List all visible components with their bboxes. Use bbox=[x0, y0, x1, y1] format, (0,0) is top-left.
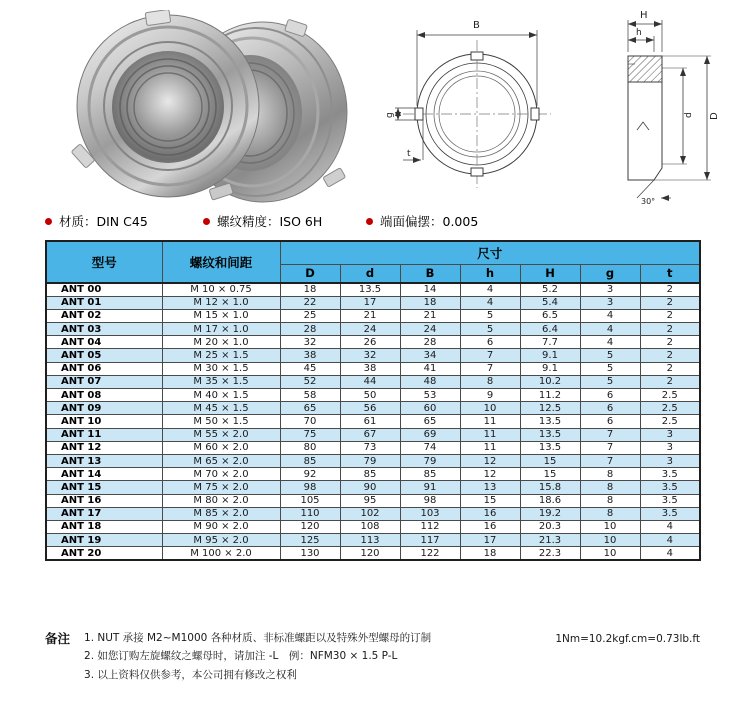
dim-cell: 130 bbox=[280, 547, 340, 560]
dim-cell: 25 bbox=[280, 309, 340, 322]
dim-cell: 85 bbox=[340, 468, 400, 481]
dim-cell: 34 bbox=[400, 349, 460, 362]
dim-cell: 44 bbox=[340, 375, 400, 388]
model-cell: ANT 07 bbox=[46, 375, 162, 388]
dim-cell: 8 bbox=[580, 494, 640, 507]
dim-cell: 16 bbox=[460, 507, 520, 520]
model-cell: ANT 11 bbox=[46, 428, 162, 441]
model-cell: ANT 01 bbox=[46, 296, 162, 309]
dim-cell: 7 bbox=[580, 454, 640, 467]
unit-conversion: 1Nm=10.2kgf.cm=0.73lb.ft bbox=[555, 633, 700, 645]
dim-cell: 105 bbox=[280, 494, 340, 507]
spec-thread-precision bbox=[203, 212, 366, 230]
model-cell: ANT 06 bbox=[46, 362, 162, 375]
thread-cell: M 95 × 2.0 bbox=[162, 534, 280, 547]
dim-cell: 18 bbox=[400, 296, 460, 309]
dim-cell: 2 bbox=[640, 362, 700, 375]
dim-label-d: d bbox=[684, 112, 694, 118]
dim-cell: 14 bbox=[400, 283, 460, 296]
model-cell: ANT 05 bbox=[46, 349, 162, 362]
dim-cell: 117 bbox=[400, 534, 460, 547]
table-row bbox=[46, 415, 700, 428]
spec-material-text: 材质：DIN C45 bbox=[59, 214, 148, 229]
table-row bbox=[46, 323, 700, 336]
dim-cell: 7 bbox=[460, 362, 520, 375]
dim-cell: 2 bbox=[640, 283, 700, 296]
dim-cell: 3.5 bbox=[640, 468, 700, 481]
dim-cell: 4 bbox=[640, 520, 700, 533]
dim-cell: 3 bbox=[580, 296, 640, 309]
thread-cell: M 85 × 2.0 bbox=[162, 507, 280, 520]
dim-cell: 15.8 bbox=[520, 481, 580, 494]
dim-cell: 5 bbox=[460, 323, 520, 336]
spec-table-body bbox=[46, 283, 700, 560]
dim-cell: 85 bbox=[280, 454, 340, 467]
notes-section bbox=[45, 629, 565, 684]
model-cell: ANT 15 bbox=[46, 481, 162, 494]
dim-cell: 102 bbox=[340, 507, 400, 520]
dim-cell: 10 bbox=[580, 520, 640, 533]
header-dim-t: t bbox=[640, 264, 700, 283]
dim-cell: 4 bbox=[580, 323, 640, 336]
dim-cell: 98 bbox=[400, 494, 460, 507]
table-row bbox=[46, 468, 700, 481]
dim-cell: 8 bbox=[460, 375, 520, 388]
table-row bbox=[46, 547, 700, 560]
dim-cell: 6.5 bbox=[520, 309, 580, 322]
dim-cell: 79 bbox=[340, 454, 400, 467]
model-cell: ANT 19 bbox=[46, 534, 162, 547]
model-cell: ANT 10 bbox=[46, 415, 162, 428]
thread-cell: M 100 × 2.0 bbox=[162, 547, 280, 560]
dim-cell: 21.3 bbox=[520, 534, 580, 547]
table-row bbox=[46, 349, 700, 362]
dim-label-t: t bbox=[407, 149, 411, 159]
dim-cell: 4 bbox=[460, 296, 520, 309]
dim-cell: 19.2 bbox=[520, 507, 580, 520]
dim-cell: 6 bbox=[460, 336, 520, 349]
dim-cell: 4 bbox=[580, 309, 640, 322]
note-item: 2. 如您订购左旋螺纹之螺母时，请加注 -L 例：NFM30 × 1.5 P-L bbox=[84, 650, 398, 663]
model-cell: ANT 08 bbox=[46, 389, 162, 402]
dimension-table-wrap bbox=[45, 240, 701, 561]
notes-items bbox=[84, 629, 431, 684]
table-row bbox=[46, 375, 700, 388]
dim-cell: 22.3 bbox=[520, 547, 580, 560]
dim-cell: 9 bbox=[460, 389, 520, 402]
dim-cell: 13.5 bbox=[520, 415, 580, 428]
dim-cell: 10 bbox=[460, 402, 520, 415]
dim-cell: 91 bbox=[400, 481, 460, 494]
dim-cell: 95 bbox=[340, 494, 400, 507]
dim-cell: 73 bbox=[340, 441, 400, 454]
dim-cell: 79 bbox=[400, 454, 460, 467]
lock-nuts-photo-image bbox=[50, 10, 370, 208]
table-row bbox=[46, 481, 700, 494]
note-item: 3. 以上资料仅供参考，本公司拥有修改之权利 bbox=[84, 668, 297, 681]
dim-cell: 13 bbox=[460, 481, 520, 494]
dim-cell: 53 bbox=[400, 389, 460, 402]
dim-cell: 15 bbox=[460, 494, 520, 507]
dim-label-h: h bbox=[636, 28, 642, 38]
dim-cell: 11.2 bbox=[520, 389, 580, 402]
dim-cell: 3.5 bbox=[640, 481, 700, 494]
dim-cell: 6.4 bbox=[520, 323, 580, 336]
section-view bbox=[628, 20, 711, 198]
dim-cell: 125 bbox=[280, 534, 340, 547]
thread-cell: M 75 × 2.0 bbox=[162, 481, 280, 494]
dim-cell: 21 bbox=[340, 309, 400, 322]
model-cell: ANT 14 bbox=[46, 468, 162, 481]
model-cell: ANT 12 bbox=[46, 441, 162, 454]
dim-cell: 12 bbox=[460, 468, 520, 481]
thread-cell: M 20 × 1.0 bbox=[162, 336, 280, 349]
spec-material bbox=[45, 212, 203, 230]
dim-cell: 5.2 bbox=[520, 283, 580, 296]
thread-cell: M 70 × 2.0 bbox=[162, 468, 280, 481]
header-model: 型号 bbox=[46, 241, 162, 283]
dim-cell: 17 bbox=[340, 296, 400, 309]
dim-cell: 8 bbox=[580, 507, 640, 520]
dim-cell: 45 bbox=[280, 362, 340, 375]
table-row bbox=[46, 402, 700, 415]
red-bullet-icon bbox=[45, 218, 52, 225]
dim-cell: 6 bbox=[580, 389, 640, 402]
dim-cell: 60 bbox=[400, 402, 460, 415]
model-cell: ANT 02 bbox=[46, 309, 162, 322]
table-row bbox=[46, 454, 700, 467]
dim-cell: 70 bbox=[280, 415, 340, 428]
dim-cell: 3 bbox=[580, 283, 640, 296]
thread-cell: M 80 × 2.0 bbox=[162, 494, 280, 507]
table-row bbox=[46, 507, 700, 520]
model-cell: ANT 18 bbox=[46, 520, 162, 533]
red-bullet-icon bbox=[203, 218, 210, 225]
dim-cell: 3 bbox=[640, 454, 700, 467]
dim-cell: 4 bbox=[640, 547, 700, 560]
spec-face-runout bbox=[366, 212, 478, 230]
dim-cell: 5 bbox=[580, 362, 640, 375]
dim-label-g: g bbox=[385, 112, 395, 118]
dim-cell: 8 bbox=[580, 468, 640, 481]
dim-label-H: H bbox=[640, 10, 648, 21]
thread-cell: M 10 × 0.75 bbox=[162, 283, 280, 296]
dim-cell: 41 bbox=[400, 362, 460, 375]
dim-cell: 18 bbox=[280, 283, 340, 296]
dim-cell: 4 bbox=[460, 283, 520, 296]
dim-cell: 15 bbox=[520, 454, 580, 467]
dim-cell: 13.5 bbox=[340, 283, 400, 296]
dim-cell: 98 bbox=[280, 481, 340, 494]
dim-cell: 120 bbox=[340, 547, 400, 560]
thread-cell: M 40 × 1.5 bbox=[162, 389, 280, 402]
header-dim-g: g bbox=[580, 264, 640, 283]
dim-cell: 15 bbox=[520, 468, 580, 481]
dim-cell: 3.5 bbox=[640, 494, 700, 507]
dim-cell: 3 bbox=[640, 441, 700, 454]
model-cell: ANT 04 bbox=[46, 336, 162, 349]
dim-cell: 2 bbox=[640, 349, 700, 362]
dim-cell: 13.5 bbox=[520, 441, 580, 454]
table-row bbox=[46, 441, 700, 454]
dim-cell: 6 bbox=[580, 415, 640, 428]
header-dims: 尺寸 bbox=[280, 241, 700, 264]
dim-cell: 5 bbox=[460, 309, 520, 322]
dim-cell: 18.6 bbox=[520, 494, 580, 507]
dim-cell: 3 bbox=[640, 428, 700, 441]
dim-label-chamfer-angle: 30° bbox=[641, 197, 656, 206]
dim-cell: 90 bbox=[340, 481, 400, 494]
dim-cell: 7 bbox=[460, 349, 520, 362]
table-row bbox=[46, 520, 700, 533]
thread-cell: M 35 × 1.5 bbox=[162, 375, 280, 388]
table-row bbox=[46, 283, 700, 296]
model-cell: ANT 16 bbox=[46, 494, 162, 507]
thread-cell: M 15 × 1.0 bbox=[162, 309, 280, 322]
dim-cell: 18 bbox=[460, 547, 520, 560]
dim-cell: 16 bbox=[460, 520, 520, 533]
thread-cell: M 45 × 1.5 bbox=[162, 402, 280, 415]
dim-cell: 9.1 bbox=[520, 362, 580, 375]
dimension-drawing-image bbox=[385, 8, 733, 208]
dim-cell: 4 bbox=[580, 336, 640, 349]
dim-cell: 26 bbox=[340, 336, 400, 349]
dim-cell: 10 bbox=[580, 547, 640, 560]
dim-cell: 69 bbox=[400, 428, 460, 441]
dim-cell: 32 bbox=[280, 336, 340, 349]
dim-cell: 11 bbox=[460, 428, 520, 441]
dim-cell: 74 bbox=[400, 441, 460, 454]
dim-cell: 120 bbox=[280, 520, 340, 533]
spec-thread-precision-text: 螺纹精度：ISO 6H bbox=[217, 214, 323, 229]
dim-cell: 7.7 bbox=[520, 336, 580, 349]
dim-cell: 28 bbox=[400, 336, 460, 349]
dim-cell: 9.1 bbox=[520, 349, 580, 362]
dim-cell: 38 bbox=[340, 362, 400, 375]
dim-cell: 22 bbox=[280, 296, 340, 309]
header-thread: 螺纹和间距 bbox=[162, 241, 280, 283]
dim-label-D: D bbox=[709, 112, 720, 120]
table-row bbox=[46, 336, 700, 349]
table-row bbox=[46, 309, 700, 322]
thread-cell: M 65 × 2.0 bbox=[162, 454, 280, 467]
dim-cell: 12.5 bbox=[520, 402, 580, 415]
thread-cell: M 50 × 1.5 bbox=[162, 415, 280, 428]
dim-cell: 2.5 bbox=[640, 402, 700, 415]
dim-cell: 122 bbox=[400, 547, 460, 560]
dim-cell: 10.2 bbox=[520, 375, 580, 388]
dim-cell: 2.5 bbox=[640, 415, 700, 428]
model-cell: ANT 20 bbox=[46, 547, 162, 560]
front-view bbox=[395, 30, 551, 188]
header-dim-h: h bbox=[460, 264, 520, 283]
thread-cell: M 60 × 2.0 bbox=[162, 441, 280, 454]
product-photo bbox=[50, 10, 370, 208]
dim-cell: 20.3 bbox=[520, 520, 580, 533]
dim-cell: 110 bbox=[280, 507, 340, 520]
dim-cell: 21 bbox=[400, 309, 460, 322]
dim-cell: 5 bbox=[580, 349, 640, 362]
dim-cell: 7 bbox=[580, 441, 640, 454]
header-dim-D: D bbox=[280, 264, 340, 283]
dim-cell: 24 bbox=[340, 323, 400, 336]
dim-label-B: B bbox=[473, 20, 480, 31]
dim-cell: 24 bbox=[400, 323, 460, 336]
model-cell: ANT 09 bbox=[46, 402, 162, 415]
table-row bbox=[46, 494, 700, 507]
dim-cell: 2 bbox=[640, 296, 700, 309]
technical-drawing bbox=[385, 8, 733, 208]
dim-cell: 52 bbox=[280, 375, 340, 388]
red-bullet-icon bbox=[366, 218, 373, 225]
dim-cell: 5 bbox=[580, 375, 640, 388]
model-cell: ANT 17 bbox=[46, 507, 162, 520]
dim-cell: 61 bbox=[340, 415, 400, 428]
dim-cell: 32 bbox=[340, 349, 400, 362]
table-row bbox=[46, 362, 700, 375]
dim-cell: 67 bbox=[340, 428, 400, 441]
spec-face-runout-text: 端面偏摆：0.005 bbox=[380, 214, 479, 229]
header-dim-H: H bbox=[520, 264, 580, 283]
dim-cell: 56 bbox=[340, 402, 400, 415]
dim-cell: 2.5 bbox=[640, 389, 700, 402]
thread-cell: M 25 × 1.5 bbox=[162, 349, 280, 362]
table-row bbox=[46, 428, 700, 441]
dim-cell: 6 bbox=[580, 402, 640, 415]
dim-cell: 50 bbox=[340, 389, 400, 402]
thread-cell: M 17 × 1.0 bbox=[162, 323, 280, 336]
header-dim-d: d bbox=[340, 264, 400, 283]
dim-cell: 7 bbox=[580, 428, 640, 441]
thread-cell: M 30 × 1.5 bbox=[162, 362, 280, 375]
dim-cell: 2 bbox=[640, 375, 700, 388]
dim-cell: 113 bbox=[340, 534, 400, 547]
model-cell: ANT 13 bbox=[46, 454, 162, 467]
dim-cell: 48 bbox=[400, 375, 460, 388]
dim-cell: 103 bbox=[400, 507, 460, 520]
thread-cell: M 55 × 2.0 bbox=[162, 428, 280, 441]
model-cell: ANT 03 bbox=[46, 323, 162, 336]
dim-cell: 108 bbox=[340, 520, 400, 533]
dim-cell: 10 bbox=[580, 534, 640, 547]
dim-cell: 17 bbox=[460, 534, 520, 547]
notes-label: 备注 bbox=[45, 631, 71, 646]
dim-cell: 65 bbox=[280, 402, 340, 415]
spec-table bbox=[45, 240, 701, 561]
spec-bullets bbox=[45, 212, 700, 230]
model-cell: ANT 00 bbox=[46, 283, 162, 296]
thread-cell: M 90 × 2.0 bbox=[162, 520, 280, 533]
dim-cell: 8 bbox=[580, 481, 640, 494]
dim-cell: 4 bbox=[640, 534, 700, 547]
header-dim-B: B bbox=[400, 264, 460, 283]
table-row bbox=[46, 389, 700, 402]
dim-cell: 75 bbox=[280, 428, 340, 441]
dim-cell: 13.5 bbox=[520, 428, 580, 441]
dim-cell: 80 bbox=[280, 441, 340, 454]
dim-cell: 2 bbox=[640, 336, 700, 349]
dim-cell: 38 bbox=[280, 349, 340, 362]
dim-cell: 112 bbox=[400, 520, 460, 533]
thread-cell: M 12 × 1.0 bbox=[162, 296, 280, 309]
dim-cell: 2 bbox=[640, 323, 700, 336]
dim-cell: 5.4 bbox=[520, 296, 580, 309]
dim-cell: 85 bbox=[400, 468, 460, 481]
dim-cell: 2 bbox=[640, 309, 700, 322]
table-row bbox=[46, 534, 700, 547]
dim-cell: 28 bbox=[280, 323, 340, 336]
dim-cell: 12 bbox=[460, 454, 520, 467]
dim-cell: 11 bbox=[460, 415, 520, 428]
dim-cell: 92 bbox=[280, 468, 340, 481]
dim-cell: 11 bbox=[460, 441, 520, 454]
dim-cell: 3.5 bbox=[640, 507, 700, 520]
dim-cell: 65 bbox=[400, 415, 460, 428]
note-item: 1. NUT 承接 M2~M1000 各种材质、非标准螺距以及特殊外型螺母的订制 bbox=[84, 632, 432, 644]
table-row bbox=[46, 296, 700, 309]
dim-cell: 58 bbox=[280, 389, 340, 402]
